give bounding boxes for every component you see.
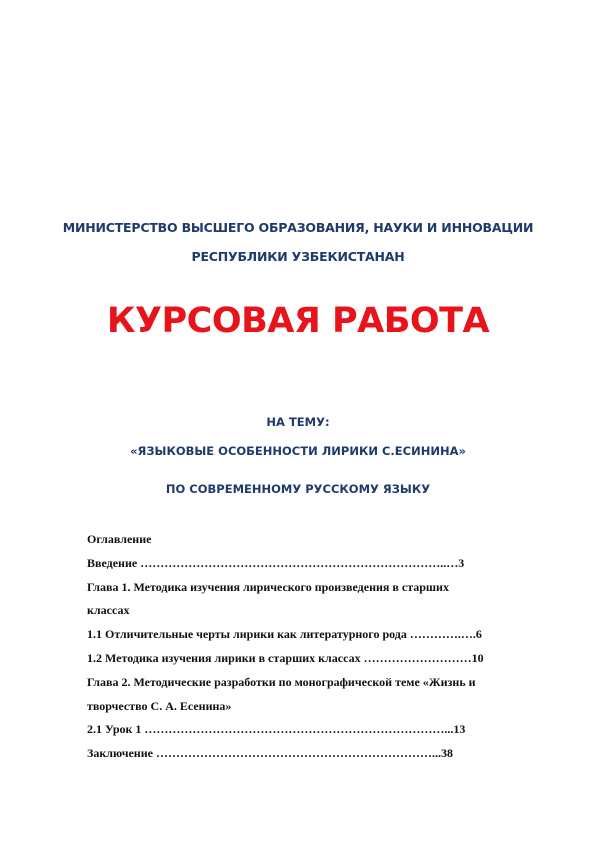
toc-entry-chapter-1: Глава 1. Методика изучения лирического произведения в старших (87, 579, 449, 594)
toc-entry-chapter-2-cont: творчество С. А. Есенина» (87, 698, 232, 713)
table-of-contents (87, 528, 552, 766)
toc-entry-chapter-1-cont: классах (87, 603, 130, 618)
toc-entry-chapter-2: Глава 2. Методические разработки по монографической теме «Жизнь и (87, 674, 476, 689)
toc-entry-2-1: 2.1 Урок 1 …………………………………………………………………...13 (87, 722, 466, 737)
toc-heading: Оглавление (87, 532, 152, 546)
topic-subject: ПО СОВРЕМЕННОМУ РУССКОМУ ЯЗЫКУ (165, 482, 431, 496)
toc-entry-conclusion: Заключение ……………………………………………………………...38 (87, 746, 453, 761)
topic-title: «ЯЗЫКОВЫЕ ОСОБЕННОСТИ ЛИРИКИ С.ЕСИНИНА» (130, 444, 466, 458)
ministry-line-1: МИНИСТЕРСТВО ВЫСШЕГО ОБРАЗОВАНИЯ, НАУКИ И ИННОВАЦИИ (62, 220, 534, 235)
toc-entry-1-1: 1.1 Отличительные черты лирики как литературного рода ………….….6 (87, 627, 482, 642)
document-title: КУРСОВАЯ РАБОТА (106, 301, 490, 341)
ministry-line-2: РЕСПУБЛИКИ УЗБЕКИСТАНАН (191, 249, 405, 264)
toc-entry-1-2: 1.2 Методика изучения лирики в старших классах ………………………10 (87, 650, 484, 665)
topic-label: НА ТЕМУ: (266, 415, 330, 429)
toc-entry-introduction: Введение …………………………………………………………………..…3 (87, 555, 465, 570)
